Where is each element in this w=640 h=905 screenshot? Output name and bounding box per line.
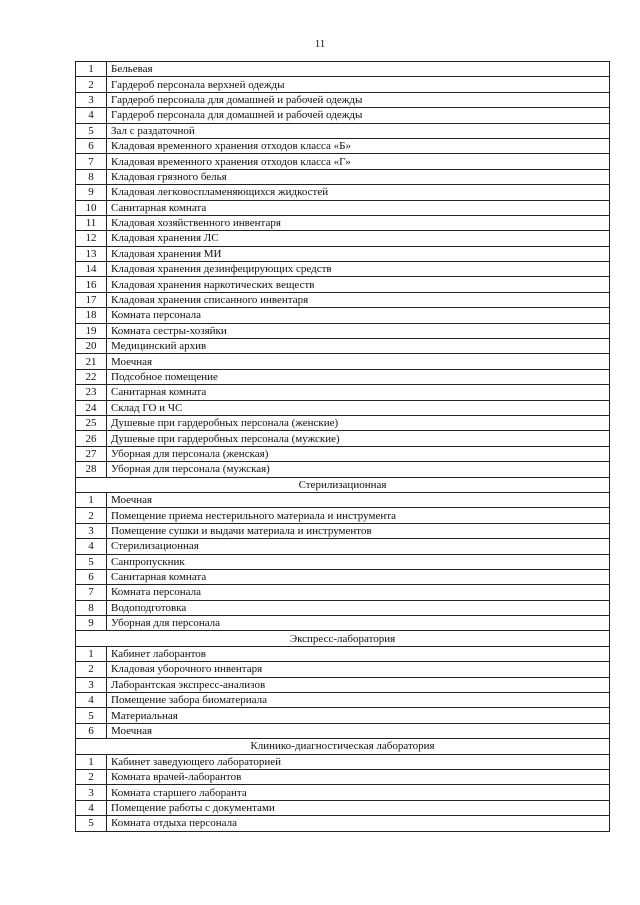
table-row xyxy=(76,708,610,723)
row-number: 28 xyxy=(76,462,107,477)
room-name: Материальная xyxy=(107,708,610,723)
row-number: 24 xyxy=(76,400,107,415)
table-row xyxy=(76,385,610,400)
table-row xyxy=(76,354,610,369)
room-name: Гардероб персонала для домашней и рабочей одежды xyxy=(107,108,610,123)
row-number: 4 xyxy=(76,800,107,815)
room-name: Зал с раздаточной xyxy=(107,123,610,138)
row-number: 9 xyxy=(76,185,107,200)
table-row xyxy=(76,723,610,738)
room-name: Помещение приема нестерильного материала и инструмента xyxy=(107,508,610,523)
table-row xyxy=(76,569,610,584)
room-name: Уборная для персонала (мужская) xyxy=(107,462,610,477)
row-number: 7 xyxy=(76,585,107,600)
room-name: Стерилизационная xyxy=(107,539,610,554)
room-name: Кладовая грязного белья xyxy=(107,169,610,184)
room-name: Кабинет заведующего лабораторией xyxy=(107,754,610,769)
table-row xyxy=(76,231,610,246)
table-row xyxy=(76,646,610,661)
row-number: 13 xyxy=(76,246,107,261)
table-row xyxy=(76,785,610,800)
room-name: Моечная xyxy=(107,723,610,738)
table-row xyxy=(76,677,610,692)
table-row xyxy=(76,431,610,446)
row-number: 6 xyxy=(76,569,107,584)
table-row xyxy=(76,108,610,123)
table-row xyxy=(76,323,610,338)
table-row xyxy=(76,154,610,169)
room-name: Кладовая хранения дезинфецирующих средств xyxy=(107,262,610,277)
row-number: 5 xyxy=(76,708,107,723)
room-name: Комната персонала xyxy=(107,308,610,323)
room-name: Склад ГО и ЧС xyxy=(107,400,610,415)
room-name: Подсобное помещение xyxy=(107,369,610,384)
table-row xyxy=(76,585,610,600)
room-name: Комната сестры-хозяйки xyxy=(107,323,610,338)
row-number: 1 xyxy=(76,62,107,77)
row-number: 12 xyxy=(76,231,107,246)
room-name: Гардероб персонала верхней одежды xyxy=(107,77,610,92)
room-name: Кладовая хранения ЛС xyxy=(107,231,610,246)
table-row xyxy=(76,600,610,615)
section-header-row xyxy=(76,739,610,754)
row-number: 17 xyxy=(76,292,107,307)
section-title: Стерилизационная xyxy=(76,477,610,492)
row-number: 10 xyxy=(76,200,107,215)
table-row xyxy=(76,800,610,815)
row-number: 1 xyxy=(76,492,107,507)
room-name: Душевые при гардеробных персонала (мужские) xyxy=(107,431,610,446)
table-row xyxy=(76,616,610,631)
row-number: 8 xyxy=(76,169,107,184)
row-number: 14 xyxy=(76,262,107,277)
table-row xyxy=(76,246,610,261)
row-number: 2 xyxy=(76,662,107,677)
room-name: Душевые при гардеробных персонала (женские) xyxy=(107,415,610,430)
table-row xyxy=(76,446,610,461)
row-number: 4 xyxy=(76,539,107,554)
table-row xyxy=(76,539,610,554)
row-number: 16 xyxy=(76,277,107,292)
row-number: 22 xyxy=(76,369,107,384)
room-name: Помещение сушки и выдачи материала и инструментов xyxy=(107,523,610,538)
room-name: Бельевая xyxy=(107,62,610,77)
row-number: 26 xyxy=(76,431,107,446)
room-name: Комната персонала xyxy=(107,585,610,600)
row-number: 2 xyxy=(76,77,107,92)
row-number: 2 xyxy=(76,508,107,523)
rooms-table-body xyxy=(76,62,610,832)
rooms-table xyxy=(75,61,610,832)
room-name: Санпропускник xyxy=(107,554,610,569)
table-row xyxy=(76,308,610,323)
table-row xyxy=(76,262,610,277)
room-name: Уборная для персонала xyxy=(107,616,610,631)
room-name: Лаборантская экспресс-анализов xyxy=(107,677,610,692)
table-row xyxy=(76,816,610,831)
table-row xyxy=(76,200,610,215)
table-row xyxy=(76,62,610,77)
room-name: Комната отдыха персонала xyxy=(107,816,610,831)
room-name: Медицинский архив xyxy=(107,339,610,354)
row-number: 1 xyxy=(76,646,107,661)
room-name: Комната врачей-лаборантов xyxy=(107,769,610,784)
room-name: Водоподготовка xyxy=(107,600,610,615)
row-number: 18 xyxy=(76,308,107,323)
table-row xyxy=(76,415,610,430)
table-row xyxy=(76,215,610,230)
row-number: 5 xyxy=(76,816,107,831)
row-number: 23 xyxy=(76,385,107,400)
table-row xyxy=(76,662,610,677)
room-name: Уборная для персонала (женская) xyxy=(107,446,610,461)
table-row xyxy=(76,185,610,200)
room-name: Помещение работы с документами xyxy=(107,800,610,815)
row-number: 6 xyxy=(76,138,107,153)
row-number: 1 xyxy=(76,754,107,769)
section-header-row xyxy=(76,631,610,646)
room-name: Санитарная комната xyxy=(107,569,610,584)
row-number: 8 xyxy=(76,600,107,615)
row-number: 3 xyxy=(76,523,107,538)
room-name: Кладовая хозяйственного инвентаря xyxy=(107,215,610,230)
row-number: 3 xyxy=(76,677,107,692)
row-number: 6 xyxy=(76,723,107,738)
table-row xyxy=(76,769,610,784)
section-header-row xyxy=(76,477,610,492)
row-number: 21 xyxy=(76,354,107,369)
table-row xyxy=(76,554,610,569)
page-number: 11 xyxy=(314,38,326,50)
room-name: Санитарная комната xyxy=(107,385,610,400)
table-row xyxy=(76,292,610,307)
table-row xyxy=(76,693,610,708)
table-row xyxy=(76,169,610,184)
table-row xyxy=(76,138,610,153)
room-name: Комната старшего лаборанта xyxy=(107,785,610,800)
table-row xyxy=(76,462,610,477)
room-name: Кладовая временного хранения отходов класса «Г» xyxy=(107,154,610,169)
room-name: Кладовая легковоспламеняющихся жидкостей xyxy=(107,185,610,200)
row-number: 4 xyxy=(76,108,107,123)
room-name: Гардероб персонала для домашней и рабочей одежды xyxy=(107,92,610,107)
room-name: Помещение забора биоматериала xyxy=(107,693,610,708)
room-name: Кладовая хранения наркотических веществ xyxy=(107,277,610,292)
section-title: Экспресс-лаборатория xyxy=(76,631,610,646)
row-number: 19 xyxy=(76,323,107,338)
table-row xyxy=(76,77,610,92)
row-number: 4 xyxy=(76,693,107,708)
table-row xyxy=(76,492,610,507)
row-number: 9 xyxy=(76,616,107,631)
row-number: 20 xyxy=(76,339,107,354)
section-title: Клинико-диагностическая лаборатория xyxy=(76,739,610,754)
room-name: Кладовая временного хранения отходов класса «Б» xyxy=(107,138,610,153)
room-name: Моечная xyxy=(107,492,610,507)
room-name: Санитарная комната xyxy=(107,200,610,215)
table-row xyxy=(76,508,610,523)
row-number: 25 xyxy=(76,415,107,430)
table-row xyxy=(76,123,610,138)
row-number: 3 xyxy=(76,785,107,800)
row-number: 2 xyxy=(76,769,107,784)
room-name: Кладовая хранения списанного инвентаря xyxy=(107,292,610,307)
room-name: Моечная xyxy=(107,354,610,369)
table-row xyxy=(76,523,610,538)
room-name: Кладовая уборочного инвентаря xyxy=(107,662,610,677)
table-row xyxy=(76,400,610,415)
table-row xyxy=(76,754,610,769)
row-number: 5 xyxy=(76,554,107,569)
room-name: Кладовая хранения МИ xyxy=(107,246,610,261)
room-name: Кабинет лаборантов xyxy=(107,646,610,661)
row-number: 7 xyxy=(76,154,107,169)
table-row xyxy=(76,277,610,292)
table-row xyxy=(76,92,610,107)
row-number: 11 xyxy=(76,215,107,230)
table-row xyxy=(76,369,610,384)
row-number: 3 xyxy=(76,92,107,107)
row-number: 5 xyxy=(76,123,107,138)
table-row xyxy=(76,339,610,354)
row-number: 27 xyxy=(76,446,107,461)
